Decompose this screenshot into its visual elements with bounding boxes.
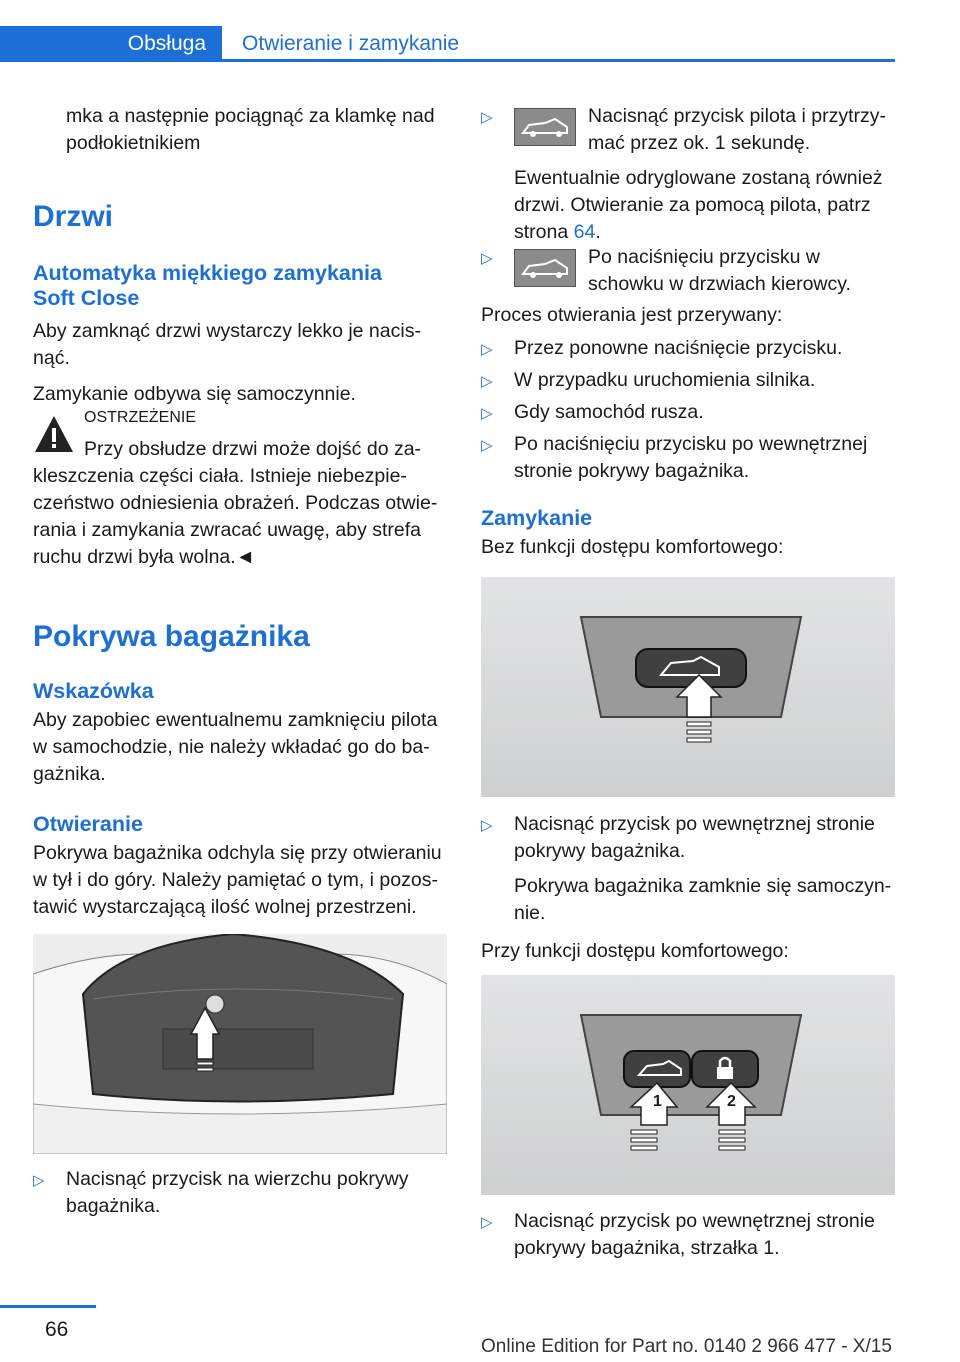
triangle-right-icon: ▷ (481, 405, 493, 422)
opening-text: Pokrywa bagażnika odchyla się przy otwieraniu w tył i do góry. Należy pamiętać o tym, i pozos- tawić wystarczającą ilość wolnej przestrzeni. (33, 842, 442, 918)
heading-soft-close: Automatyka miękkiego zamykania Soft Close (33, 261, 382, 310)
softclose-text: Aby zamknąć drzwi wystarczy lekko je nacis- nąć. Zamykanie odbywa się samoczynnie. (33, 320, 421, 405)
list-item: ▷ Nacisnąć przycisk po wewnętrznej stronie pokrywy bagażnika, strzałka 1. (481, 1210, 875, 1259)
tab-chapter: Otwieranie i zamykanie (222, 26, 895, 62)
comfort-text: Przy funkcji dostępu komfortowego: (481, 940, 789, 962)
triangle-right-icon: ▷ (481, 250, 493, 267)
list-item: ▷ Nacisnąć przycisk po wewnętrznej stronie pokrywy bagażnika. Pokrywa bagażnika zamknie się samoczyn- nie. (481, 813, 892, 924)
triangle-right-icon: ▷ (33, 1172, 45, 1189)
list-item: ▷ W przypadku uruchomienia silnika. (481, 369, 816, 391)
list-item: ▷ Nacisnąć przycisk pilota i przytrzy- mać przez ok. 1 sekundę. Ewentualnie odryglowane zostaną również drzwi. Otwieranie za pomocą pilota, patrz strona 64. (481, 105, 886, 243)
triangle-right-icon: ▷ (481, 373, 493, 390)
trunk-buttons-comfort-illustration (481, 975, 895, 1195)
hint-text: Aby zapobiec ewentualnemu zamknięciu pilota w samochodzie, nie należy wkładać go do ba- gażnika. (33, 709, 438, 785)
list-item: ▷ Gdy samochód rusza. (481, 401, 704, 423)
footer-edition: Online Edition for Part no. 0140 2 966 477 - X/15 (481, 1336, 892, 1357)
page-link[interactable]: 64 (573, 221, 596, 243)
heading-hint: Wskazówka (33, 679, 154, 703)
interrupt-list: Proces otwierania jest przerywany: ▷ Przez ponowne naciśnięcie przycisku. ▷ W przypadku uruchomienia silnika. ▷ Gdy samochód rusza. ▷ Po naciśnięciu przycisku po wewnętrznej stronie pokrywy bagażnika. (481, 302, 901, 485)
trunk-button-illustration (481, 577, 895, 797)
no-comfort-text: Bez funkcji dostępu komfortowego: (481, 536, 784, 558)
intro-text: mka a następnie pociągnąć za klamkę nad podłokietnikiem (66, 105, 435, 154)
triangle-right-icon: ▷ (481, 1214, 493, 1231)
warning-title: OSTRZEŻENIE (84, 409, 197, 426)
heading-closing: Zamykanie (481, 506, 593, 530)
list-item: ▷ Po naciśnięciu przycisku w schowku w drzwiach kierowcy. (481, 246, 851, 295)
page-number: 66 (45, 1318, 69, 1341)
list-item: ▷ Przez ponowne naciśnięcie przycisku. (481, 337, 843, 359)
triangle-right-icon: ▷ (481, 437, 493, 454)
trunk-lid-illustration (33, 934, 447, 1154)
list-item: ▷ Nacisnąć przycisk na wierzchu pokrywy bagażnika. (33, 1168, 409, 1217)
footer-rule (0, 1305, 96, 1308)
warning-text: Przy obsłudze drzwi może dojść do za- kleszczenia części ciała. Istnieje niebezpie- czeństwo odniesienia obrażeń. Podczas otwie- rania i zamykania zwracać uwagę, aby strefa ruchu drzwi była wolna.◄ (33, 438, 438, 568)
heading-trunk: Pokrywa bagażnika (33, 620, 310, 653)
tab-section: Obsługa (0, 26, 222, 62)
arrow-label-1: 1 (653, 1093, 662, 1110)
heading-doors: Drzwi (33, 200, 114, 233)
triangle-right-icon: ▷ (481, 817, 493, 834)
triangle-right-icon: ▷ (481, 109, 493, 126)
arrow-label-2: 2 (727, 1093, 736, 1110)
car-trunk-icon (514, 249, 576, 287)
list-item: ▷ Po naciśnięciu przycisku po wewnętrznej stronie pokrywy bagażnika. (481, 433, 868, 482)
triangle-right-icon: ▷ (481, 341, 493, 358)
header-bar (0, 26, 895, 62)
heading-opening: Otwieranie (33, 812, 143, 836)
car-trunk-icon (514, 108, 576, 146)
